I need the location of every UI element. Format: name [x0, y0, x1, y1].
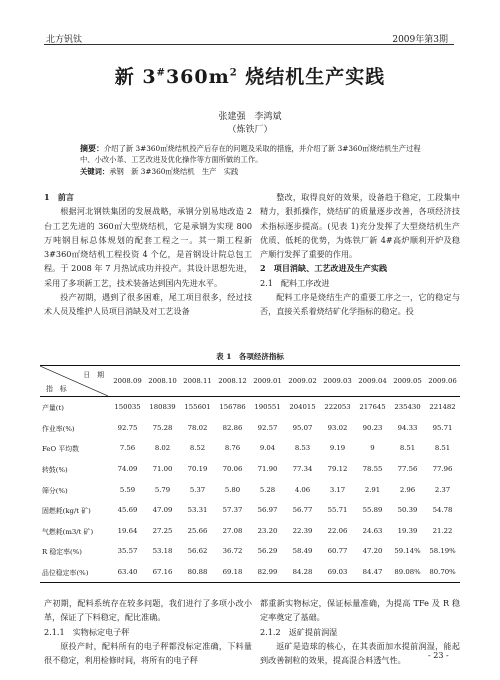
abstract [80, 143, 432, 165]
issue-label: 2009年第3期 [392, 35, 448, 45]
table-cell: 47.09 [152, 506, 173, 515]
table-cell: 67.16 [152, 568, 173, 577]
table-cell: 23.20 [257, 526, 278, 535]
row-label: 固燃耗(kg/t 矿) [42, 507, 91, 516]
table-cell: 8.51 [434, 444, 451, 453]
running-header [0, 0, 500, 46]
table-cell: 80.88 [187, 568, 208, 577]
table-row [40, 418, 460, 439]
keywords [80, 166, 432, 177]
table-caption: 表 1 各项经济指标 [216, 352, 284, 361]
paragraph: 投产初期，遇到了很多困难，尾工项目很多，经过技术人员及维护人员项目消缺及对工艺设备 [44, 292, 252, 317]
paragraph: 配料工序是烧结生产的重要工序之一，它的稳定与否，直接关系着烧结矿化学指标的稳定。投 [260, 292, 460, 317]
table-cell: 8.02 [154, 444, 171, 453]
table-cell: 22.39 [292, 526, 313, 535]
table-cell: 3.17 [329, 485, 346, 494]
table-cell: 56.62 [187, 547, 208, 556]
table-cell: 55.71 [327, 506, 348, 515]
table-row [40, 562, 460, 583]
table-cell: 77.96 [432, 465, 453, 474]
column-header: 2008.09 [113, 377, 142, 385]
table-cell: 21.22 [432, 526, 453, 535]
keywords-label: 关键词： [80, 167, 110, 176]
table-cell: 217645 [359, 403, 386, 412]
journal-name: 北方钒钛 [46, 35, 83, 45]
table-header-row [40, 366, 460, 397]
column-header: 2008.10 [148, 377, 177, 385]
table-cell: 59.14% [394, 547, 421, 556]
table-row [40, 459, 460, 480]
table-cell: 180839 [149, 403, 176, 412]
table-cell: 24.63 [362, 526, 383, 535]
corner-date-label: 日 期 [83, 371, 104, 379]
table-cell: 77.56 [397, 465, 418, 474]
table-cell: 8.76 [224, 444, 241, 453]
table-row [40, 500, 460, 521]
table-row [40, 521, 460, 542]
table-cell: 45.69 [117, 506, 138, 515]
table-cell: 8.51 [399, 444, 416, 453]
row-label: 转鼓(%) [42, 466, 68, 475]
table-cell: 50.39 [397, 506, 418, 515]
table-cell: 69.18 [222, 568, 243, 577]
table-cell: 55.89 [362, 506, 383, 515]
paragraph: 返矿是造球的核心，在其表面加水提前润湿，能起到改善制粒的效果，提高混合料透气性。 [260, 640, 460, 666]
paragraph: 都重新实物标定，保证标量准确，为提高 TFe 及 R 稳定率奠定了基础。 [260, 598, 460, 623]
abstract-text: 介绍了新 3#360㎡烧结机投产后存在的问题及采取的措施，并介绍了新 3#360㎡烧结机生产过程中、小改小革、工艺改进及优化操作等方面所做的工作。 [80, 144, 421, 164]
abstract-label: 摘要： [80, 143, 104, 153]
authors: 张建强 李鸿斌 [218, 112, 282, 122]
table-cell: 56.77 [292, 506, 313, 515]
table-cell: 2.91 [364, 485, 381, 494]
table-cell: 2.96 [399, 485, 416, 494]
table-cell: 221482 [429, 403, 456, 412]
table-cell: 58.49 [292, 547, 313, 556]
table-cell: 19.64 [117, 526, 138, 535]
table-cell: 5.59 [119, 485, 136, 494]
right-column [260, 190, 460, 319]
table-cell: 36.72 [222, 547, 243, 556]
table-cell: 150035 [114, 403, 141, 412]
table-cell: 69.03 [327, 568, 348, 577]
column-header: 2008.11 [183, 377, 212, 385]
table-cell: 78.02 [187, 423, 208, 432]
paragraph: 原投产时，配料所有的电子秤都没标定准确，下料量很不稳定，利用检修时间，将所有的电子秤 [44, 640, 252, 666]
section-heading-1: 1 前言 [44, 192, 74, 202]
table-cell: 60.77 [327, 547, 348, 556]
article-title: 新 $3^{\#}360m^2$ 烧结机生产实践 [114, 66, 386, 88]
table-row [40, 541, 460, 562]
table-cell: 56.97 [257, 506, 278, 515]
table-row [40, 438, 460, 459]
table-cell: 22.06 [327, 526, 348, 535]
table-cell: 80.70% [429, 568, 456, 577]
row-label: R 稳定率(%) [42, 548, 82, 557]
table-cell: 4.06 [294, 485, 311, 494]
row-label: FeO 平均数 [42, 445, 79, 454]
table-cell: 84.28 [292, 568, 313, 577]
table-cell: 9.19 [329, 444, 346, 453]
table-cell: 84.47 [362, 568, 383, 577]
column-header: 2009.01 [253, 377, 282, 385]
table-cell: 58.19% [429, 547, 456, 556]
table-row [40, 479, 460, 500]
table-cell: 2.37 [434, 485, 451, 494]
table-cell: 70.19 [187, 465, 208, 474]
table-cell: 5.28 [259, 485, 276, 494]
table-cell: 71.90 [257, 465, 278, 474]
corner-indicator-label: 指 标 [46, 385, 67, 393]
table-row [40, 397, 460, 418]
page-number: - 23 - [428, 651, 449, 660]
table-cell: 5.79 [154, 485, 171, 494]
table-cell: 95.07 [292, 423, 313, 432]
table-cell: 47.20 [362, 547, 383, 556]
table-cell: 27.25 [152, 526, 173, 535]
table-cell: 156786 [219, 403, 246, 412]
table-cell: 19.39 [397, 526, 418, 535]
table-cell: 54.78 [432, 506, 453, 515]
column-header: 2009.02 [288, 377, 317, 385]
left-column [44, 190, 252, 319]
affiliation: （炼铁厂） [227, 125, 273, 135]
bottom-left-column [44, 596, 252, 667]
table-cell: 70.06 [222, 465, 243, 474]
table-cell: 94.33 [397, 423, 418, 432]
table-cell: 27.08 [222, 526, 243, 535]
table-cell: 190551 [254, 403, 281, 412]
keywords-text: 承钢 新 3#360㎡烧结机 生产 实践 [109, 167, 239, 176]
row-label: 作业率(%) [42, 424, 75, 433]
table-cell: 95.71 [432, 423, 453, 432]
table-cell: 56.29 [257, 547, 278, 556]
table-cell: 222053 [324, 403, 351, 412]
table-cell: 63.40 [117, 568, 138, 577]
subsection-heading-2-1-1: 2.1.1 实物标定电子秤 [44, 626, 130, 637]
table-cell: 92.57 [257, 423, 278, 432]
row-label: 筛分(%) [42, 486, 68, 495]
table-cell: 89.08% [394, 568, 421, 577]
table-cell: 9.04 [259, 444, 276, 453]
column-header: 2009.04 [358, 377, 387, 385]
paragraph: 根据河北钢铁集团的发展战略，承钢分别易地改造 2 台工艺先进的 360㎡大型烧结机，它是承钢为实现 800 万吨钢目标总体规划的配套工程之一。其一期工程新 3#360㎡烧结机工程投资 4 个亿，是首钢设计院总包工程。于 2008 年 7 月热试成功并投产。其设计思想先进，采用了多项新工艺，技术装备达到国内先进水平。 [44, 206, 252, 288]
table-cell: 71.00 [152, 465, 173, 474]
table-cell: 53.18 [152, 547, 173, 556]
row-label: 气燃耗(m3/t 矿) [42, 527, 94, 536]
table-cell: 82.99 [257, 568, 278, 577]
header-rule [44, 44, 454, 45]
table-cell: 77.34 [292, 465, 313, 474]
table-cell: 5.37 [189, 485, 206, 494]
column-header: 2009.03 [323, 377, 352, 385]
table-cell: 5.80 [224, 485, 241, 494]
table-cell: 75.28 [152, 423, 173, 432]
table-cell: 90.23 [362, 423, 383, 432]
table-cell: 235430 [394, 403, 421, 412]
table-cell: 74.09 [117, 465, 138, 474]
paragraph: 整改，取得良好的效果，设备趋于稳定，工段集中精力，狠抓操作，烧结矿的质量逐步改善，各项经济技术指标逐步提高。(见表 1)充分发挥了大型烧结机生产优质、低耗的优势，为炼铁厂新 4#高炉顺利开炉及稳产顺行发挥了重要的作用。 [260, 192, 460, 260]
economic-indicators-table [40, 365, 460, 583]
table-cell: 8.53 [294, 444, 311, 453]
table-cell: 204015 [289, 403, 316, 412]
paragraph: 产初期，配料系统存在较多问题，我们进行了多项小改小革，保证了下料稳定，配比准确。 [44, 598, 252, 623]
table-cell: 82.86 [222, 423, 243, 432]
table-cell: 35.57 [117, 547, 138, 556]
table-cell: 9 [370, 444, 375, 453]
table-cell: 57.37 [222, 506, 243, 515]
column-header: 2008.12 [218, 377, 247, 385]
table-cell: 79.12 [327, 465, 348, 474]
column-header: 2009.05 [393, 377, 422, 385]
table-cell: 25.66 [187, 526, 208, 535]
subsection-heading-2-1: 2.1 配料工序改进 [260, 277, 330, 288]
section-heading-2: 2 项目消缺、工艺改进及生产实践 [260, 263, 388, 274]
table-cell: 92.75 [117, 423, 138, 432]
table-cell: 93.02 [327, 423, 348, 432]
table-cell: 8.52 [189, 444, 206, 453]
subsection-heading-2-1-2: 2.1.2 返矿提前润湿 [260, 626, 338, 637]
table-cell: 53.31 [187, 506, 208, 515]
table-corner-cell [40, 366, 110, 397]
table-cell: 78.55 [362, 465, 383, 474]
table-cell: 155601 [184, 403, 211, 412]
row-label: 产量(t) [42, 404, 64, 413]
row-label: 品位稳定率(%) [42, 569, 89, 578]
column-header: 2009.06 [428, 377, 457, 385]
table-cell: 7.56 [119, 444, 136, 453]
